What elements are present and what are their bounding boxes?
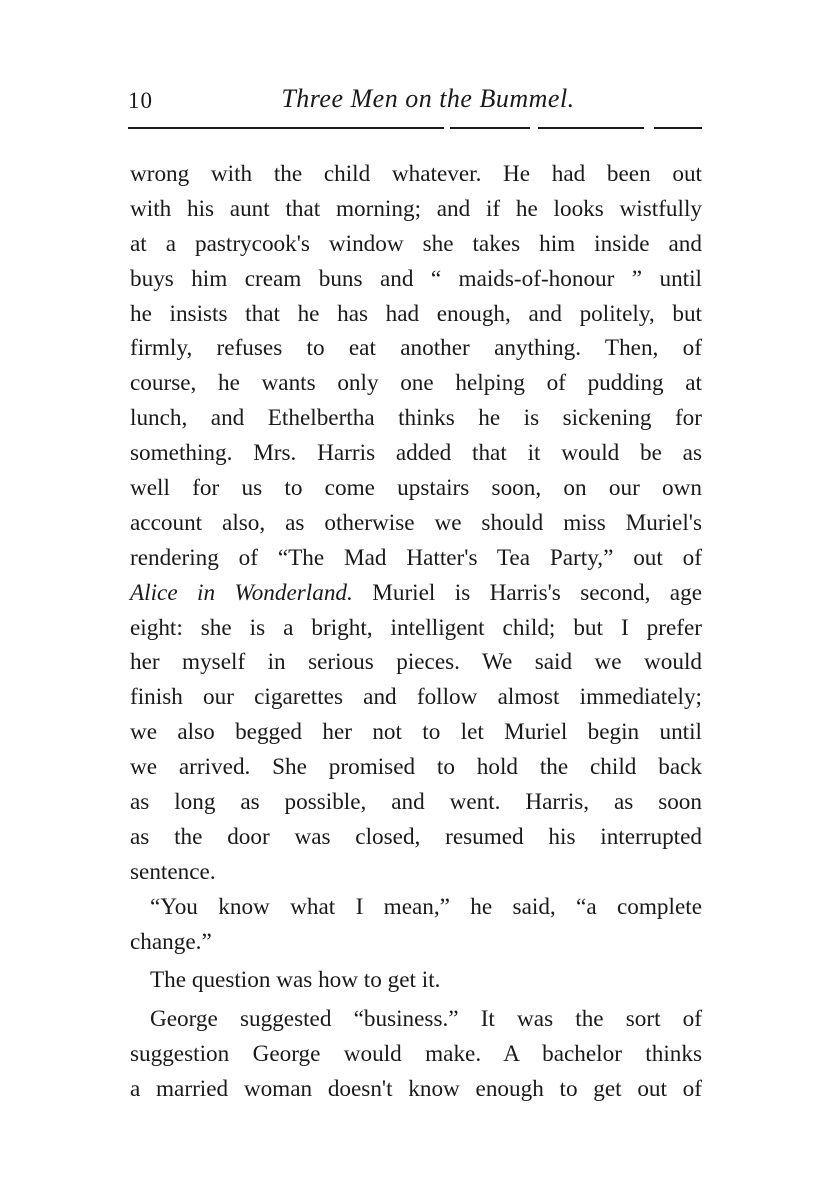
book-title-italic: Alice in Wonderland.: [130, 579, 353, 606]
body-text: [130, 157, 702, 1107]
header-rule-4: [654, 127, 702, 129]
running-title: Three Men on the Bummel.: [281, 84, 575, 113]
text-line: finish our cigarettes and follow almost immediately;: [130, 684, 702, 711]
paragraph-4: [130, 1002, 702, 1107]
text-line: lunch, and Ethelbertha thinks he is sickening for: [130, 405, 702, 432]
text-line: change.”: [130, 928, 212, 955]
paragraph-2: [130, 890, 702, 960]
text-line: as long as possible, and went. Harris, as soon: [130, 789, 702, 816]
paragraph-1: [130, 157, 702, 890]
page-number: 10: [128, 88, 153, 113]
text-line: firmly, refuses to eat another anything. Then, of: [130, 335, 702, 362]
text-line: well for us to come upstairs soon, on our own: [130, 475, 702, 502]
text-line-rest: Muriel is Harris's second, age: [372, 579, 702, 606]
text-line: suggestion George would make. A bachelor thinks: [130, 1041, 702, 1068]
text-line: her myself in serious pieces. We said we would: [130, 649, 702, 676]
text-line: George suggested “business.” It was the sort of: [150, 1006, 702, 1033]
text-line: something. Mrs. Harris added that it would be as: [130, 440, 702, 467]
header-rule-2: [450, 127, 530, 129]
text-line: sentence.: [130, 858, 216, 885]
text-line: The question was how to get it.: [150, 967, 441, 994]
text-line: at a pastrycook's window she takes him inside and: [130, 230, 702, 257]
header-rule-1: [128, 127, 444, 129]
text-line: account also, as otherwise we should miss Muriel's: [130, 509, 702, 536]
text-line: “You know what I mean,” he said, “a complete: [150, 893, 702, 920]
header-rule-3: [538, 127, 644, 129]
text-line: we also begged her not to let Muriel begin until: [130, 719, 702, 746]
text-line: rendering of “The Mad Hatter's Tea Party,” out of: [130, 544, 702, 571]
text-line: we arrived. She promised to hold the child back: [130, 754, 702, 781]
text-line: he insists that he has had enough, and politely, but: [130, 300, 702, 327]
text-line: eight: she is a bright, intelligent child; but I prefer: [130, 614, 702, 641]
paragraph-3: [130, 963, 702, 998]
text-line: [130, 576, 702, 611]
page-header: [128, 80, 708, 120]
text-line: wrong with the child whatever. He had been out: [130, 161, 702, 187]
text-line: course, he wants only one helping of pudding at: [130, 370, 702, 397]
text-line: a married woman doesn't know enough to get out of: [130, 1076, 702, 1103]
text-line: with his aunt that morning; and if he looks wistfully: [130, 195, 702, 222]
text-line: as the door was closed, resumed his interrupted: [130, 823, 702, 850]
text-line: buys him cream buns and “ maids-of-honour ” until: [130, 265, 702, 292]
